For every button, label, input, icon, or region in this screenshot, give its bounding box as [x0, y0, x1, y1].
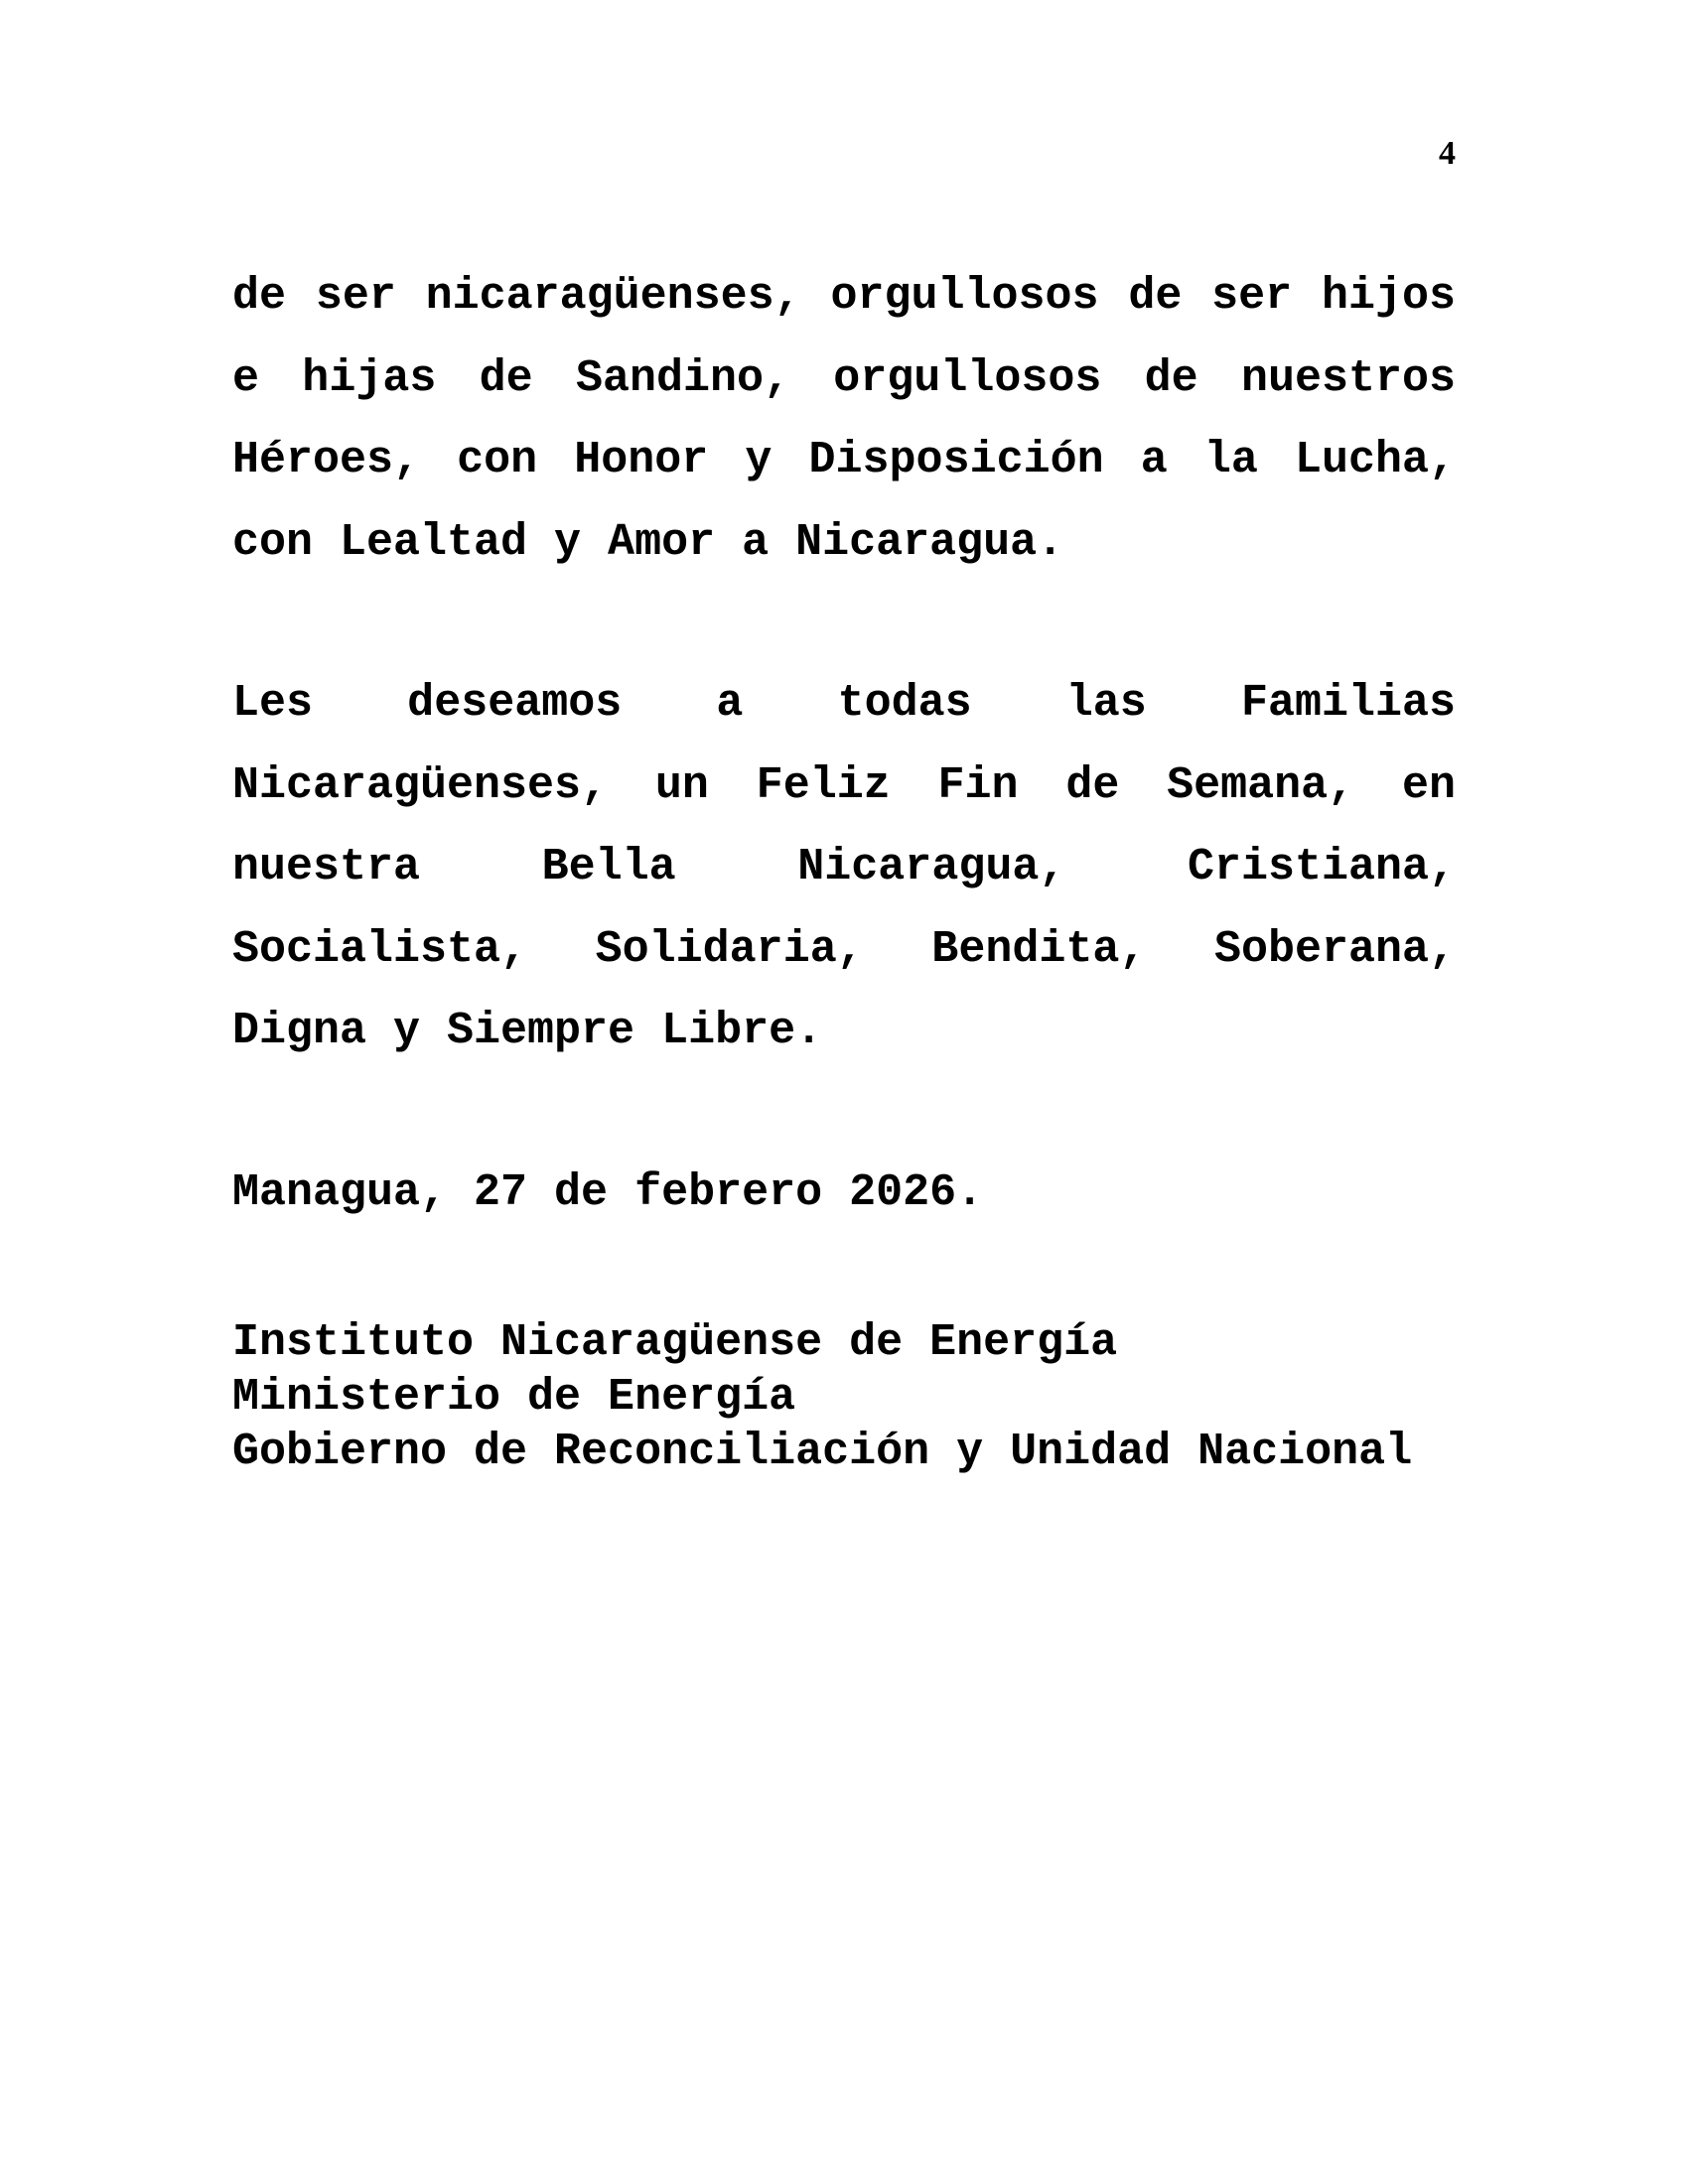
page-number: 4	[1439, 135, 1456, 172]
wishes-paragraph: Les deseamos a todas las Familias Nicaragüenses, un Feliz Fin de Semana, en nuestra Bella Nicaragua, Cristiana, Socialista, Solidaria, Bendita, Soberana, Digna y Siempre Libre.	[232, 678, 1456, 1056]
closing-paragraph: de ser nicaragüenses, orgullosos de ser hijos e hijas de Sandino, orgullosos de nuestros Héroes, con Honor y Disposición a la Lucha, con Lealtad y Amor a Nicaragua.	[232, 271, 1456, 568]
signature-ministry: Ministerio de Energía	[232, 1372, 796, 1423]
signature-institute: Instituto Nicaragüense de Energía	[232, 1317, 1118, 1368]
signature-block	[232, 1315, 1456, 1479]
date-line: Managua, 27 de febrero 2026.	[232, 1166, 984, 1218]
document-body	[232, 256, 1456, 1479]
signature-government: Gobierno de Reconciliación y Unidad Nacional	[232, 1427, 1413, 1477]
